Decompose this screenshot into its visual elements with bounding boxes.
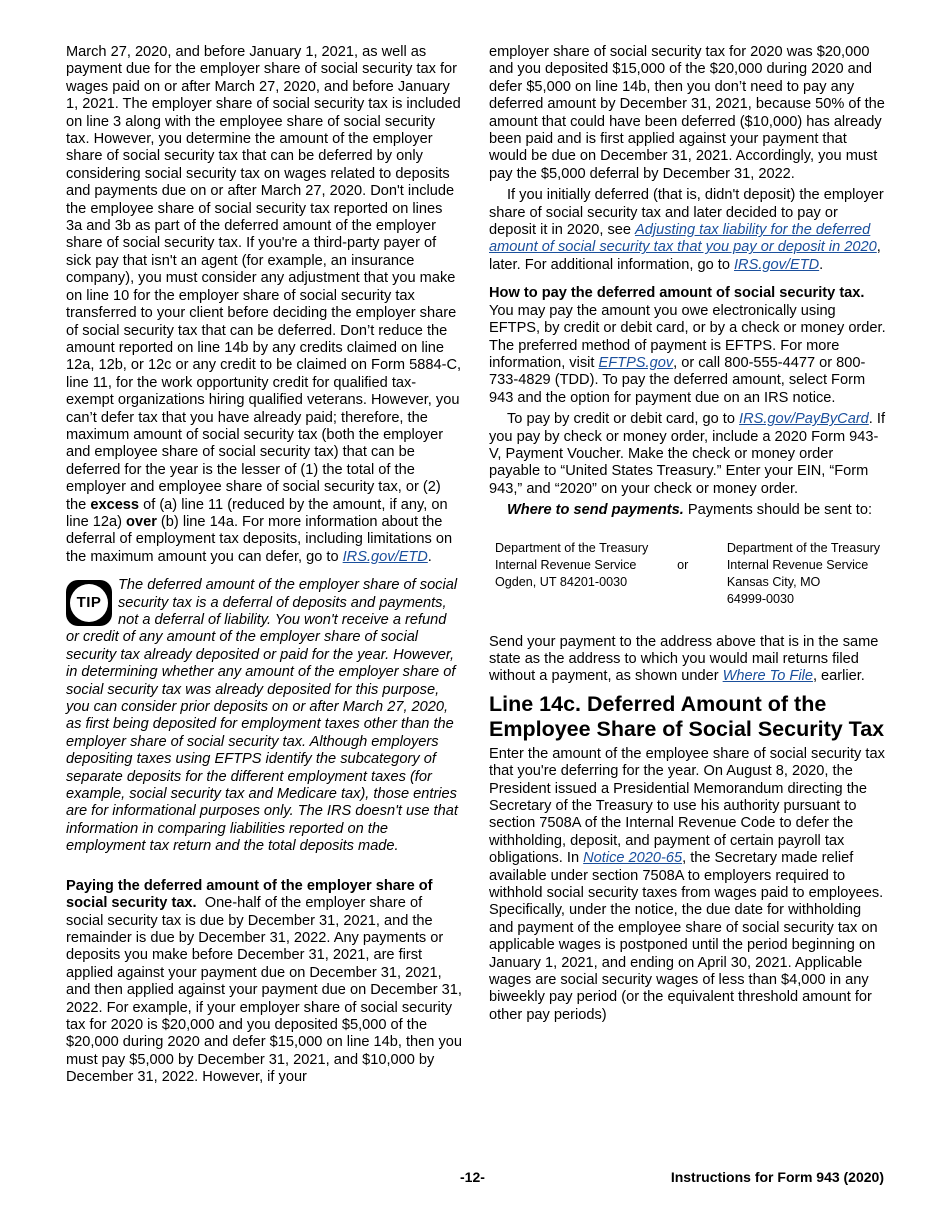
tip-text: The deferred amount of the employer share of social security tax is a deferral of deposits and payments, not a deferral of liability. You won't receive a refund or credit of any amount of the employer share of social security tax already deposited or paid for the year. However, in determining whether any amount of the employer share of social security tax was already deposited for this purpose, you can consider prior deposits on or after March 27, 2020, as first being deposited for employment taxes other than the employer share of social security tax. Although employers depositing taxes using EFTPS identify the subcategory of separate deposits for the different employment taxes (for example, social security tax and Medicare tax), those entries are for informational purposes only. The IRS doesn't use that information in comparing liabilities reported on the employment tax return and the total deposits made.: [66, 577, 458, 855]
irs-etd-link-2[interactable]: IRS.gov/ETD: [734, 256, 820, 273]
form-title-footer: Instructions for Form 943 (2020): [670, 1169, 884, 1185]
left-column: [66, 44, 462, 1087]
pay-by-card-link[interactable]: IRS.gov/PayByCard: [739, 411, 869, 428]
tip-box: [66, 577, 462, 856]
how-to-pay-paragraph: How to pay the deferred amount of social security tax. You may pay the amount you owe electronically using EFTPS, by credit or debit card, or by a check or money order. The preferred method of payment is EFTPS. For more information, visit EFTPS.gov, or call 800-555-4477 or 800-733-4829 (TDD). To pay the deferred amount, select Form 943 and the option for payment due on an IRS notice.: [489, 285, 886, 406]
paying-deferred-paragraph: Paying the deferred amount of the employer share of social security tax. One-half of the employer share of social security tax is due by December 31, 2021, and the remainder is due by December 31, 2022. Any payments or deposits you make before December 31, 2021, are first applied against your payment due on December 31, 2021, and then applied against your payment due on December 31, 2022. For example, if your employer share of social security tax for 2020 is $20,000 and you deposited $5,000 of the $20,000 during 2020 and defer $15,000 on line 14b, then you must pay $5,000 by December 31, 2021, and $10,000 by December 31, 2022. However, if your: [66, 877, 462, 1086]
send-payment-paragraph: Send your payment to the address above that is in the same state as the address to which you would mail returns filed without a payment, as shown under Where To File, earlier.: [489, 633, 879, 685]
where-to-send-paragraph: Where to send payments. Payments should be sent to:: [507, 502, 873, 519]
example-paragraph: employer share of social security tax for 2020 was $20,000 and you deposited $15,000 of the $20,000 during 2020 and defer $5,000 on line 14b, then you don’t need to pay any deferred amount by December 31, 2021, because 50% of the amount that could have been deferred ($10,000) has already been paid and is first applied against your payment that would be due on December 31, 2021. Accordingly, you must pay the $5,000 deferral by December 31, 2022.: [489, 44, 885, 182]
where-to-send-heading: Where to send payments.: [507, 502, 684, 519]
address-kansas-city: Department of the Treasury Internal Revenue Service Kansas City, MO 64999-0030: [726, 540, 881, 606]
page-number: -12-: [460, 1169, 485, 1185]
adjusting-tax-liability-link[interactable]: Adjusting tax liability for the deferred amount of social security tax that you pay or deposit in 2020: [489, 222, 877, 256]
notice-2020-65-link[interactable]: Notice 2020-65: [583, 850, 683, 867]
deferral-paragraph: March 27, 2020, and before January 1, 2021, as well as payment due for the employer share of social security tax for wages paid on or after March 27, 2020, and before January 1, 2021. The employer share of social security tax is included on line 3 along with the employee share of social security tax. However, you determine the amount of the employer share of social security tax that can be deferred by only considering social security tax on wages related to deposits and payments due on or after March 27, 2020. Don't include the employee share of social security tax reported on lines 3a and 3b as part of the deferred amount of the employer share of social security tax. If you're a third-party payer of sick pay that isn't an agent (for example, an insurance company), you must consider any adjustment that you make on line 10 for the employer share of social security tax transferred to your client before deciding the employer share of social security tax that can be deferred. Don’t reduce the amount reported on line 14b by any credits claimed on line 12a, 12b, or 12c or any credit to be claimed on Form 5884-C, line 11, for the work opportunity credit for qualified tax-exempt organizations hiring qualified veterans. However, you can’t defer tax that you have already paid; therefore, the maximum amount of social security tax (both the employer and employee share of social security tax) that can be deferred for the year is the lesser of (1) the total of the employer and employee share of social security tax, or (2) the excess of (a) line 11 (reduced by the amount, if any, on line 12a) over (b) line 14a. For more information about the deferral of employment tax deposits, including limitations on the maximum amount you can defer, go to IRS.gov/ETD.: [66, 44, 462, 565]
line-14c-paragraph: Enter the amount of the employee share of social security tax that you're deferring for the year. On August 8, 2020, the President issued a Presidential Memorandum directing the Secretary of the Treasury to use his authority pursuant to section 7508A of the Internal Revenue Code to defer the withholding, deposit, and payment of certain payroll tax obligations. In Notice 2020-65, the Secretary made relief available under section 7508A to employers required to withhold social security taxes from wages paid to employees. Specifically, under the notice, the due date for withholding and payment of the employee share of social security tax on applicable wages is postponed until the period beginning on January 1, 2021, and ending on April 30, 2021. Applicable wages are social security wages of less than $4,000 in any biweekly pay period (or the equivalent threshold amount for other pay periods): [489, 745, 885, 1023]
irs-etd-link[interactable]: IRS.gov/ETD: [342, 548, 428, 565]
right-column: [489, 44, 886, 1024]
payment-addresses: [495, 540, 886, 608]
tip-icon: TIP: [66, 580, 112, 626]
paying-deferred-heading: Paying the deferred amount of the employer share of social security tax.: [66, 877, 433, 912]
pay-by-card-paragraph: To pay by credit or debit card, go to IRS.gov/PayByCard. If you pay by check or money order, include a 2020 Form 943-V, Payment Voucher. Make the check or money order payable to “United States Treasury.” Enter your EIN, “Form 943,” and “2020” on your check or money order.: [489, 411, 886, 497]
address-ogden: Department of the Treasury Internal Revenue Service Ogden, UT 84201-0030: [495, 540, 649, 589]
initially-deferred-paragraph: If you initially deferred (that is, didn't deposit) the employer share of social security tax and later decided to pay or deposit it in 2020, see Adjusting tax liability for the deferred amount of social security tax that you pay or deposit in 2020, later. For additional information, go to IRS.gov/ETD.: [489, 187, 884, 273]
where-to-file-link[interactable]: Where To File: [722, 668, 813, 685]
line-14c-heading: Line 14c. Deferred Amount of the Employee Share of Social Security Tax: [489, 691, 885, 741]
eftps-link[interactable]: EFTPS.gov: [598, 354, 674, 371]
how-to-pay-heading: How to pay the deferred amount of social security tax.: [489, 285, 865, 302]
address-or: or: [677, 557, 689, 572]
